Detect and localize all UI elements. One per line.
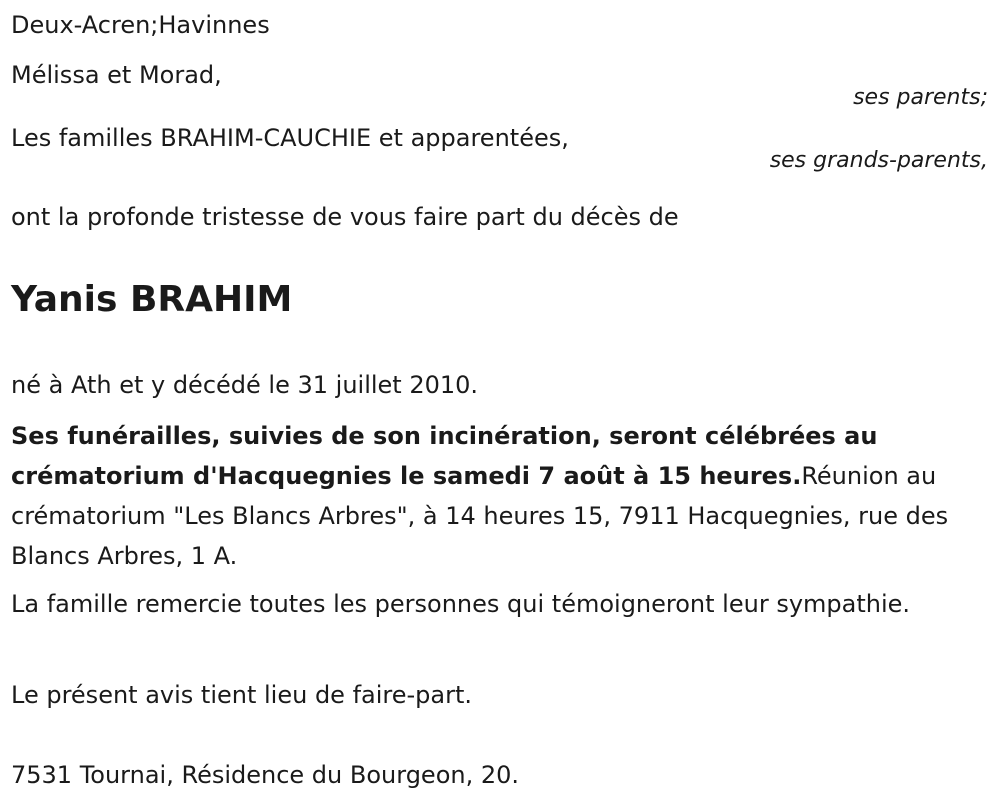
funeral-meeting-details: Réunion au crématorium "Les Blancs Arbres", à 14 heures 15, 7911 Hacquegnies, rue des Blancs Arbres, 1 A. (11, 462, 949, 570)
parents-role: ses parents; (853, 85, 988, 110)
address-line: 7531 Tournai, Résidence du Bourgeon, 20. (11, 761, 520, 789)
grandparents-role: ses grands-parents, (769, 148, 988, 173)
notice-line: Le présent avis tient lieu de faire-part. (11, 681, 473, 709)
funeral-details-bold: Ses funérailles, suivies de son incinération, seront célébrées au crématorium d'Hacquegnies le samedi 7 août à 15 heures. (11, 422, 878, 490)
deceased-name: Yanis BRAHIM (11, 279, 293, 320)
funeral-paragraph (11, 416, 991, 576)
birth-death-line: né à Ath et y décédé le 31 juillet 2010. (11, 371, 479, 399)
grandparents-names: Les familles BRAHIM-CAUCHIE et apparentées, (11, 124, 569, 152)
parents-names: Mélissa et Morad, (11, 61, 222, 89)
thanks-paragraph: La famille remercie toutes les personnes qui témoigneront leur sympathie. (11, 590, 911, 618)
location-line: Deux-Acren;Havinnes (11, 11, 270, 39)
announcement-intro: ont la profonde tristesse de vous faire part du décès de (11, 203, 679, 231)
